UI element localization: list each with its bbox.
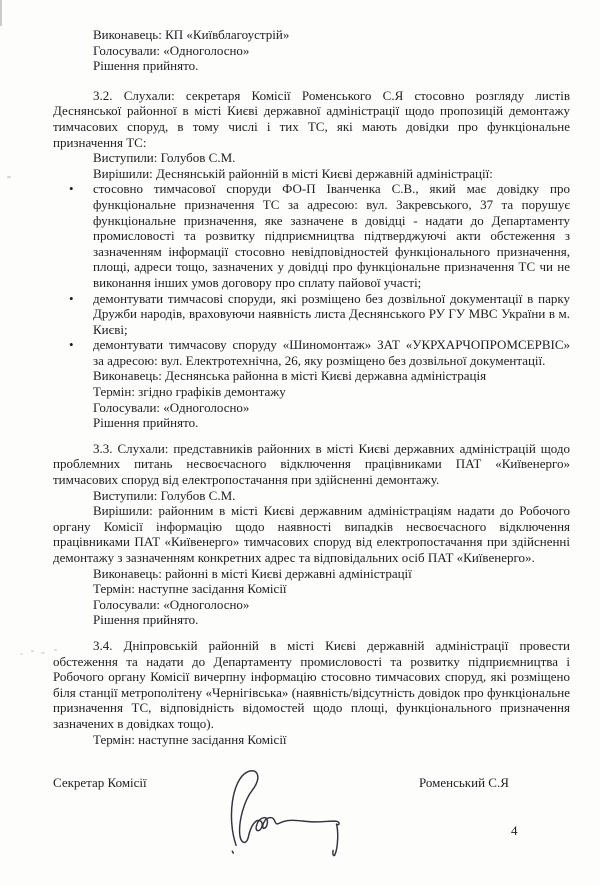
scan-speck	[20, 653, 23, 655]
decision-line: Рішення прийнято.	[93, 415, 199, 431]
bullet-item: • демонтувати тимчасову споруду «Шиномонтаж» ЗАТ «УКРХАРЧОПРОМСЕРВІС» за адресою: вул. Електротехнічна, 26, яку розміщено без дозвільної документації.	[53, 337, 570, 368]
scan-speck	[7, 176, 11, 178]
page-number: 4	[511, 823, 518, 838]
scan-speck	[41, 652, 45, 654]
section-3-3-resolved-paragraph: Вирішили: районним в місті Києві державним адміністраціям надати до Робочого органу Комісії інформацію щодо наявності випадків несвоєчасного відключення працівниками ПАТ «Київенерго» тимчасових споруд від електропостачання при здійсненні демонтажу з зазначенням конкретних адрес та відповідальних осіб ПАТ «Київенерго».	[53, 503, 570, 565]
voted-line: Голосували: «Одноголосно»	[93, 596, 250, 612]
term-line: Термін: згідно графіків демонтажу	[93, 384, 286, 400]
executor-line: Виконавець: районні в місті Києві державні адміністрації	[93, 565, 412, 581]
secretary-name: Роменський С.Я	[419, 775, 509, 791]
handwritten-signature	[219, 765, 347, 861]
section-3-4-paragraph: 3.4. Дніпровській районній в місті Києві державній адміністрації провести обстеження та надати до Департаменту промисловості та розвитку підприємництва і Робочого органу Комісії вичерпну інформацію стосовно тимчасових споруд, які розміщено біля станції метрополітену «Чернігівська» (наявність/відсутність довідок про функціональне призначення ТС, відповідність відомостей щодо площі, функціонального призначення зазначених в довідках тощо).	[53, 637, 570, 731]
section-3-2-heading: 3.2. Слухали: секретаря Комісії Роменського С.Я стосовно розгляду листів Деснянської районної в місті Києві державної адміністрації щодо пропозицій демонтажу тимчасових споруд, в тому числі і тих ТС, які мають довідки про функціональне призначення ТС:	[53, 87, 570, 150]
decision-line: Рішення прийнято.	[93, 612, 199, 628]
decision-line: Рішення прийнято.	[93, 58, 199, 74]
bullet-item: • демонтувати тимчасові споруди, які розміщено без дозвільної документації в парку Дружби народів, враховуючи наявність листа Деснянського РУ ГУ МВС України в м. Києві;	[53, 291, 570, 338]
scan-speck	[31, 650, 34, 652]
executor-line: Виконавець: КП «Київблагоустрій»	[93, 27, 290, 42]
secretary-title: Секретар Комісії	[53, 775, 147, 791]
bullet-item: • стосовно тимчасової споруди ФО-П Іванченка С.В., який має довідку про функціональне призначення ТС за адресою: вул. Закревського, 37 та порушує функціональне призначення, яке зазначене в довідці - надати до Департаменту промисловості та розвитку підприємництва підтверджуючі акти обстеження з зазначенням інформації стосовно невідповідностей функціонального призначення, площі, адреси тощо, зазначених у довідці про функціональне призначення ТС чи не виконання інших умов договору про сплату пайової участі;	[53, 181, 570, 290]
resolved-line: Вирішили: Деснянській районній в місті Києві державній адміністрації:	[93, 165, 493, 181]
section-3-3-heading: 3.3. Слухали: представників районних в місті Києві державних адміністрацій щодо проблемних питань несвоєчасного відключення працівниками ПАТ «Київенерго» тимчасових споруд від електропостачання при здійсненні демонтажу.	[53, 440, 570, 488]
executor-line: Виконавець: Деснянська районна в місті Києві державна адміністрація	[93, 368, 487, 384]
resolution-bullet-list	[53, 181, 570, 368]
document-body	[53, 27, 570, 791]
term-line: Термін: наступне засідання Комісії	[93, 731, 287, 747]
term-line: Термін: наступне засідання Комісії	[93, 581, 287, 597]
voted-line: Голосували: «Одноголосно»	[93, 42, 250, 58]
scan-edge-artifact	[0, 0, 2, 26]
spoke-line: Виступили: Голубов С.М.	[93, 150, 236, 166]
voted-line: Голосували: «Одноголосно»	[93, 399, 250, 415]
spoke-line: Виступили: Голубов С.М.	[93, 487, 236, 503]
